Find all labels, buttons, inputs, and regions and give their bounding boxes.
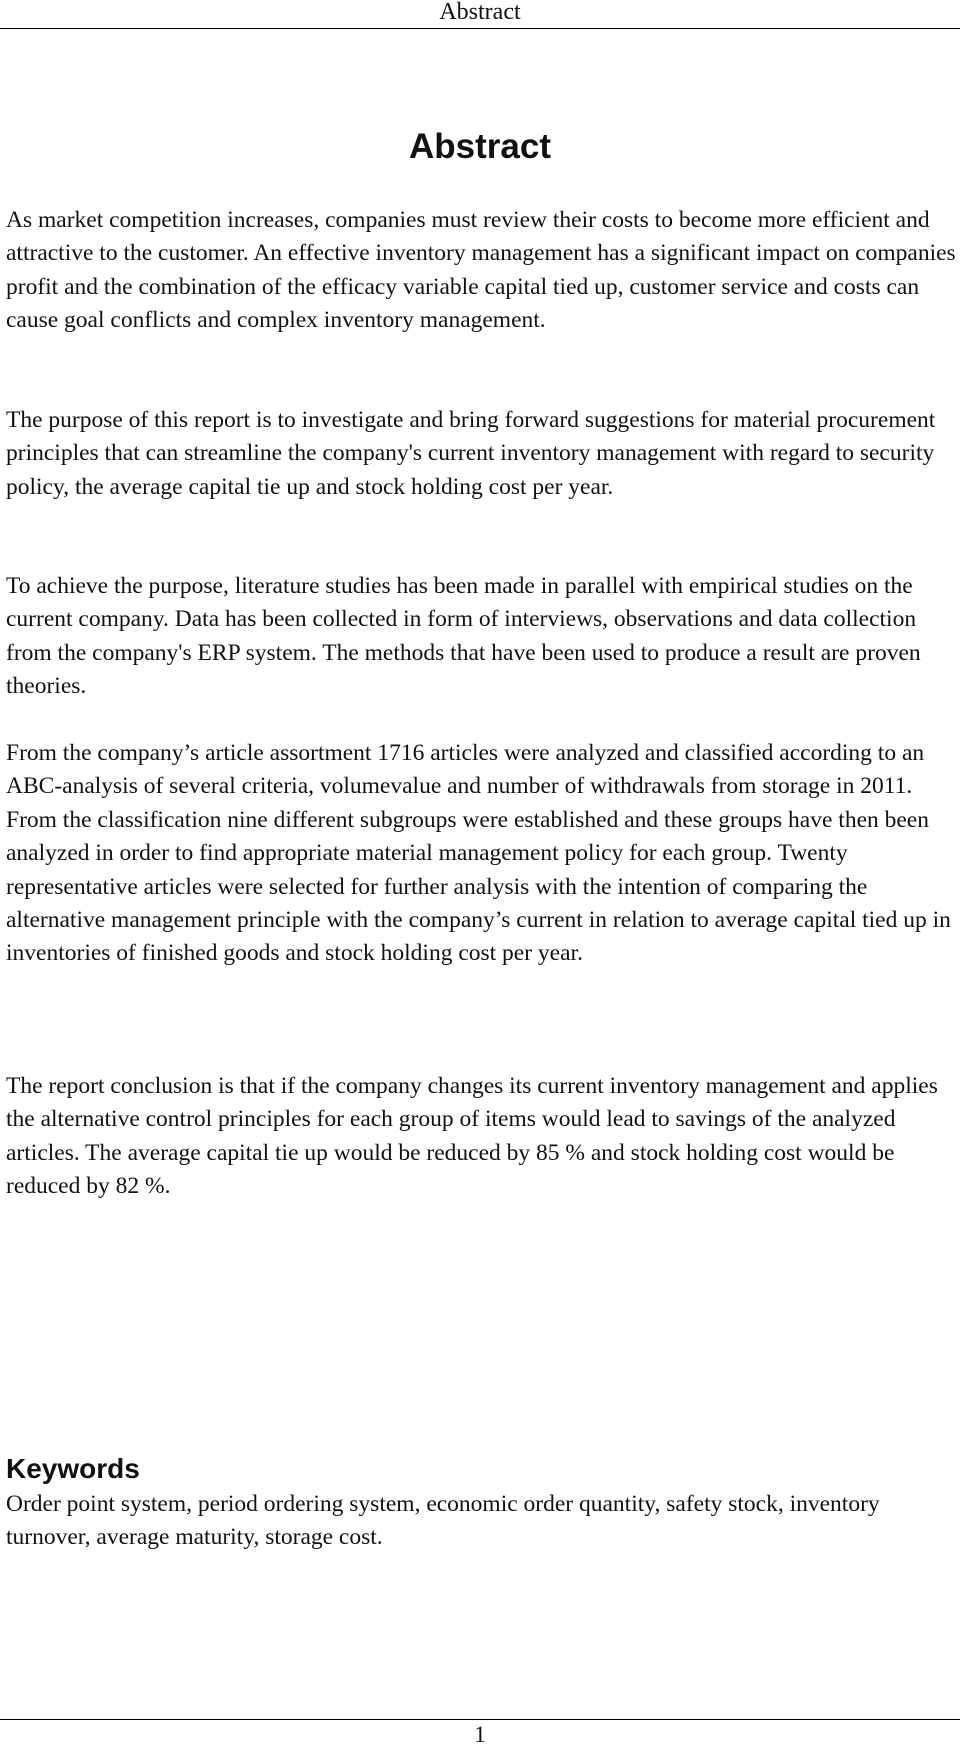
footer-rule [0, 1719, 960, 1720]
abstract-paragraph-2: The purpose of this report is to investigate and bring forward suggestions for material procurement principles that can streamline the company's current inventory management with regard to security policy, the average capital tie up and stock holding cost per year. [6, 407, 936, 500]
abstract-paragraph-1: As market competition increases, companies must review their costs to become more efficient and attractive to the customer. An effective inventory management has a significant impact on companies profit and the combination of the efficacy variable capital tied up, customer service and costs can cause goal conflicts and complex inventory management. [6, 207, 956, 334]
abstract-paragraph-5: The report conclusion is that if the company changes its current inventory management and applies the alternative control principles for each group of items would lead to savings of the analyzed articles. The average capital tie up would be reduced by 85 % and stock holding cost would be reduced by 82 %. [6, 1073, 938, 1200]
abstract-paragraph-4: From the company’s article assortment 1716 articles were analyzed and classified according to an ABC-analysis of several criteria, volumevalue and number of withdrawals from storage in 2011. From the classification nine different subgroups were established and these groups have then been analyzed in order to find appropriate material management policy for each group. Twenty representative articles were selected for further analysis with the intention of comparing the alternative management principle with the company’s current in relation to average capital tied up in inventories of finished goods and stock holding cost per year. [6, 740, 951, 967]
page-title: Abstract [409, 127, 551, 166]
running-header: Abstract [0, 0, 960, 29]
page-number: 1 [474, 1722, 486, 1747]
keywords-heading: Keywords [6, 1453, 140, 1484]
keywords-text: Order point system, period ordering system, economic order quantity, safety stock, inventory turnover, average maturity, storage cost. [6, 1491, 880, 1551]
abstract-paragraph-3: To achieve the purpose, literature studies has been made in parallel with empirical studies on the current company. Data has been collected in form of interviews, observations and data collection from the company's ERP system. The methods that have been used to produce a result are proven theories. [6, 573, 921, 700]
